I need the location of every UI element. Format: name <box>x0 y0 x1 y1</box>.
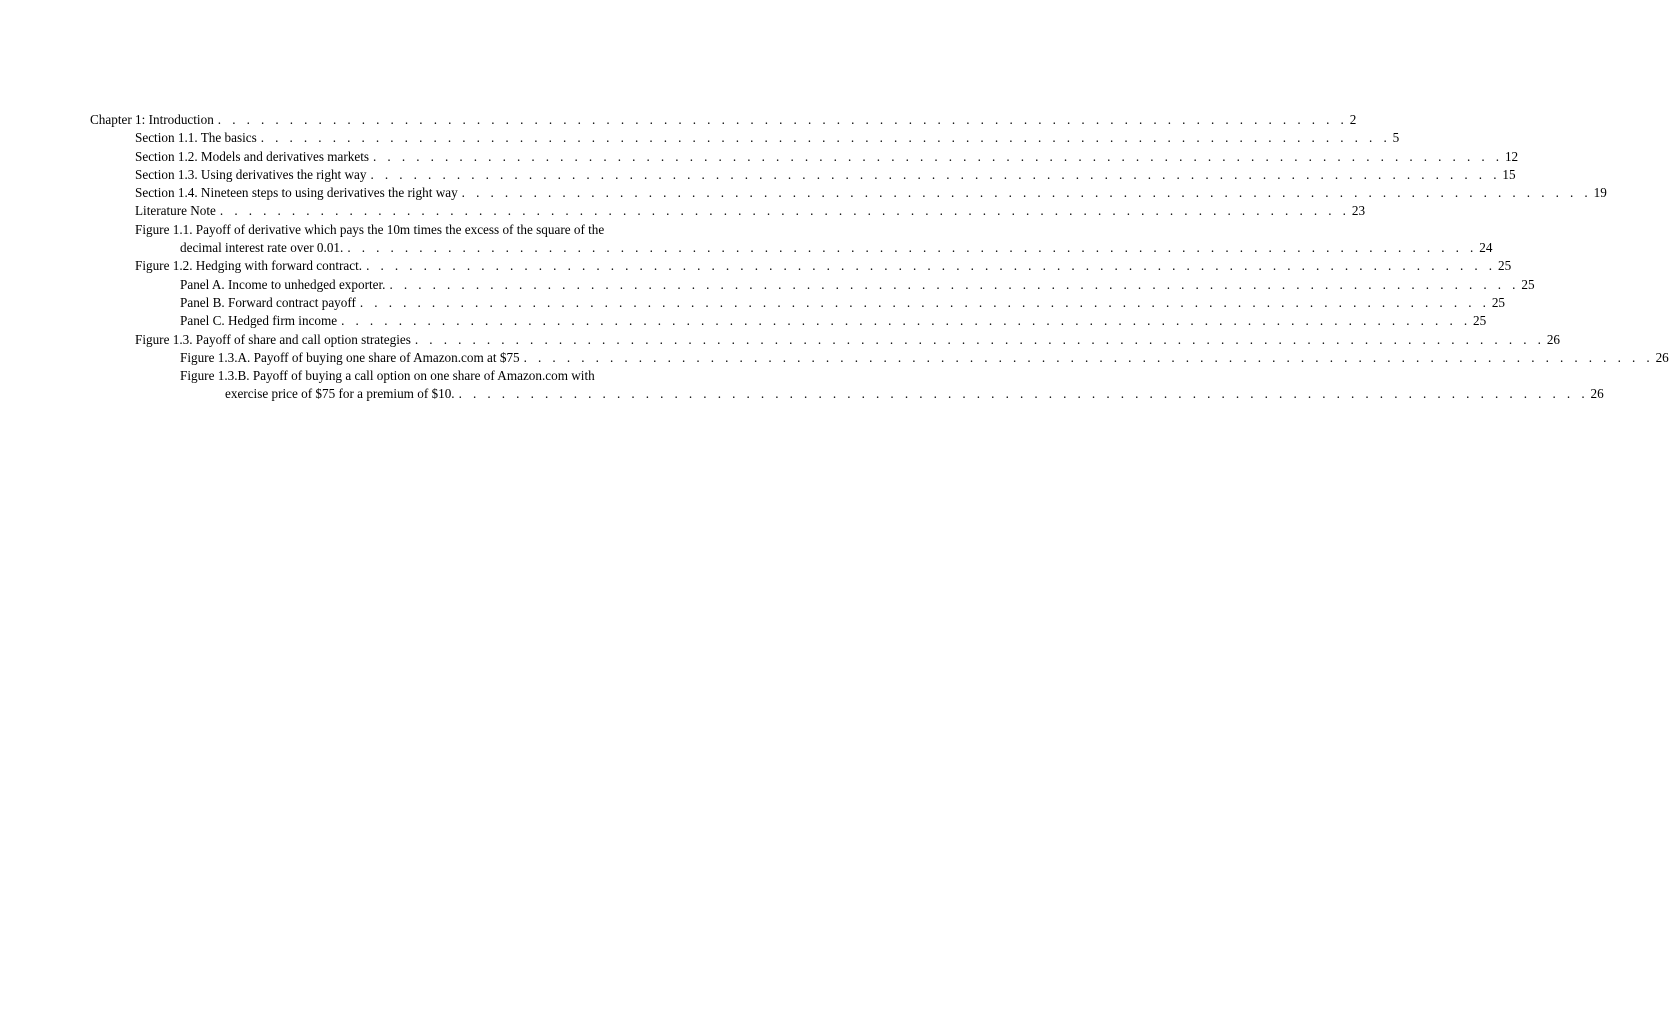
dot-leader: . . . . . . . . . . . . . . . . . . . . . . . . . . . . . . . . . . . . . . . . . . . . . . . . . . . . . . . . . . . . . . . . . . . . . . . . . . . . . . . <box>373 148 1503 164</box>
toc-line <box>135 184 1607 202</box>
dot-leader: . . . . . . . . . . . . . . . . . . . . . . . . . . . . . . . . . . . . . . . . . . . . . . . . . . . . . . . . . . . . . . . . . . . . . . . . . . . . . . . <box>458 386 1589 402</box>
toc-entry-panel-a[interactable] <box>90 276 1535 294</box>
toc-entry-title: Figure 1.3. Payoff of share and call option strategies <box>135 331 411 347</box>
dot-leader: . . . . . . . . . . . . . . . . . . . . . . . . . . . . . . . . . . . . . . . . . . . . . . . . . . . . . . . . . . . . . . . . . . . . . . . . . . . . . . . <box>461 185 1592 201</box>
toc-entry-figure-1-3-a[interactable] <box>90 349 1669 367</box>
toc-entry-chapter-1[interactable] <box>90 111 1357 129</box>
toc-line <box>90 111 1357 129</box>
toc-entry-page: 25 <box>1473 313 1487 329</box>
dot-leader: . . . . . . . . . . . . . . . . . . . . . . . . . . . . . . . . . . . . . . . . . . . . . . . . . . . . . . . . . . . . . . . . . . . . . . . . . . . . . . . <box>219 203 1350 219</box>
toc-entry-section-1-2[interactable] <box>90 148 1519 166</box>
toc-entry-section-1-4[interactable] <box>90 184 1607 202</box>
toc-entry-title: Section 1.4. Nineteen steps to using derivatives the right way <box>135 185 458 201</box>
dot-leader: . . . . . . . . . . . . . . . . . . . . . . . . . . . . . . . . . . . . . . . . . . . . . . . . . . . . . . . . . . . . . . . . . . . . . . . . . . . . . . . <box>523 349 1654 365</box>
toc-entry-page: 25 <box>1521 276 1535 292</box>
toc-entry-title: Panel C. Hedged firm income <box>180 313 338 329</box>
dot-leader: . . . . . . . . . . . . . . . . . . . . . . . . . . . . . . . . . . . . . . . . . . . . . . . . . . . . . . . . . . . . . . . . . . . . . . . . . . . . . . . <box>389 276 1520 292</box>
toc-entry-title: exercise price of $75 for a premium of $10. <box>225 386 455 402</box>
toc-entry-title: Figure 1.2. Hedging with forward contract. <box>135 258 363 274</box>
table-of-contents <box>90 111 1669 404</box>
toc-entry-section-1-1[interactable] <box>90 129 1400 147</box>
dot-leader: . . . . . . . . . . . . . . . . . . . . . . . . . . . . . . . . . . . . . . . . . . . . . . . . . . . . . . . . . . . . . . . . . . . . . . . . . . . . . . . <box>370 166 1501 182</box>
toc-entry-title: decimal interest rate over 0.01. <box>180 240 344 256</box>
toc-entry-title: Figure 1.3.A. Payoff of buying one share of Amazon.com at $75 <box>180 349 520 365</box>
toc-entry-page: 26 <box>1546 331 1561 347</box>
toc-entry-page: 15 <box>1502 166 1516 182</box>
toc-entry-figure-1-1[interactable] <box>90 221 1493 258</box>
toc-entry-page: 25 <box>1491 294 1506 310</box>
toc-entry-figure-1-3[interactable] <box>90 331 1561 349</box>
toc-line <box>180 349 1669 367</box>
dot-leader: . . . . . . . . . . . . . . . . . . . . . . . . . . . . . . . . . . . . . . . . . . . . . . . . . . . . . . . . . . . . . . . . . . . . . . . . . . . . . . . <box>341 313 1472 329</box>
toc-entry-title: Literature Note <box>135 203 216 219</box>
toc-entry-page: 26 <box>1590 386 1604 402</box>
toc-line <box>180 385 1604 403</box>
toc-entry-page: 26 <box>1655 349 1669 365</box>
toc-entry-page: 23 <box>1351 203 1366 219</box>
dot-leader: . . . . . . . . . . . . . . . . . . . . . . . . . . . . . . . . . . . . . . . . . . . . . . . . . . . . . . . . . . . . . . . . . . . . . . . . . . . . . . . <box>347 240 1478 256</box>
toc-entry-panel-b[interactable] <box>90 294 1506 312</box>
toc-entry-title-line-1: Figure 1.3.B. Payoff of buying a call option on one share of Amazon.com with <box>180 368 595 384</box>
toc-entry-title: Section 1.2. Models and derivatives markets <box>135 148 370 164</box>
toc-line <box>135 148 1519 166</box>
toc-entry-title: Section 1.3. Using derivatives the right way <box>135 166 367 182</box>
toc-entry-literature-note[interactable] <box>90 202 1366 220</box>
toc-entry-page: 5 <box>1392 130 1400 146</box>
toc-line <box>135 166 1516 184</box>
toc-line <box>135 202 1366 220</box>
toc-entry-figure-1-3-b[interactable] <box>90 367 1604 404</box>
dot-leader: . . . . . . . . . . . . . . . . . . . . . . . . . . . . . . . . . . . . . . . . . . . . . . . . . . . . . . . . . . . . . . . . . . . . . . . . . . . . . . . <box>217 112 1348 127</box>
toc-line <box>135 129 1400 147</box>
toc-entry-figure-1-2[interactable] <box>90 257 1512 275</box>
toc-entry-page: 24 <box>1479 240 1493 256</box>
toc-line <box>135 239 1493 257</box>
toc-line <box>180 294 1506 312</box>
toc-entry-page: 2 <box>1349 112 1357 127</box>
toc-line <box>180 312 1487 330</box>
toc-entry-panel-c[interactable] <box>90 312 1487 330</box>
toc-entry-title: Panel A. Income to unhedged exporter. <box>180 276 386 292</box>
toc-entry-page: 19 <box>1593 185 1607 201</box>
toc-entry-page: 25 <box>1497 258 1512 274</box>
dot-leader: . . . . . . . . . . . . . . . . . . . . . . . . . . . . . . . . . . . . . . . . . . . . . . . . . . . . . . . . . . . . . . . . . . . . . . . . . . . . . . . <box>366 258 1496 274</box>
dot-leader: . . . . . . . . . . . . . . . . . . . . . . . . . . . . . . . . . . . . . . . . . . . . . . . . . . . . . . . . . . . . . . . . . . . . . . . . . . . . . . . <box>359 294 1490 310</box>
dot-leader: . . . . . . . . . . . . . . . . . . . . . . . . . . . . . . . . . . . . . . . . . . . . . . . . . . . . . . . . . . . . . . . . . . . . . . . . . . . . . . . <box>414 331 1545 347</box>
toc-line <box>135 257 1512 275</box>
toc-entry-title: Section 1.1. The basics <box>135 130 257 146</box>
toc-entry-title-line-1: Figure 1.1. Payoff of derivative which pays the 10m times the excess of the square of the <box>135 221 605 237</box>
toc-entry-title: Chapter 1: Introduction <box>90 112 214 127</box>
toc-line <box>180 276 1535 294</box>
toc-line <box>135 331 1561 349</box>
toc-entry-page: 12 <box>1504 148 1519 164</box>
dot-leader: . . . . . . . . . . . . . . . . . . . . . . . . . . . . . . . . . . . . . . . . . . . . . . . . . . . . . . . . . . . . . . . . . . . . . . . . . . . . . . . <box>260 130 1391 146</box>
toc-entry-section-1-3[interactable] <box>90 166 1516 184</box>
toc-entry-title: Panel B. Forward contract payoff <box>180 294 356 310</box>
